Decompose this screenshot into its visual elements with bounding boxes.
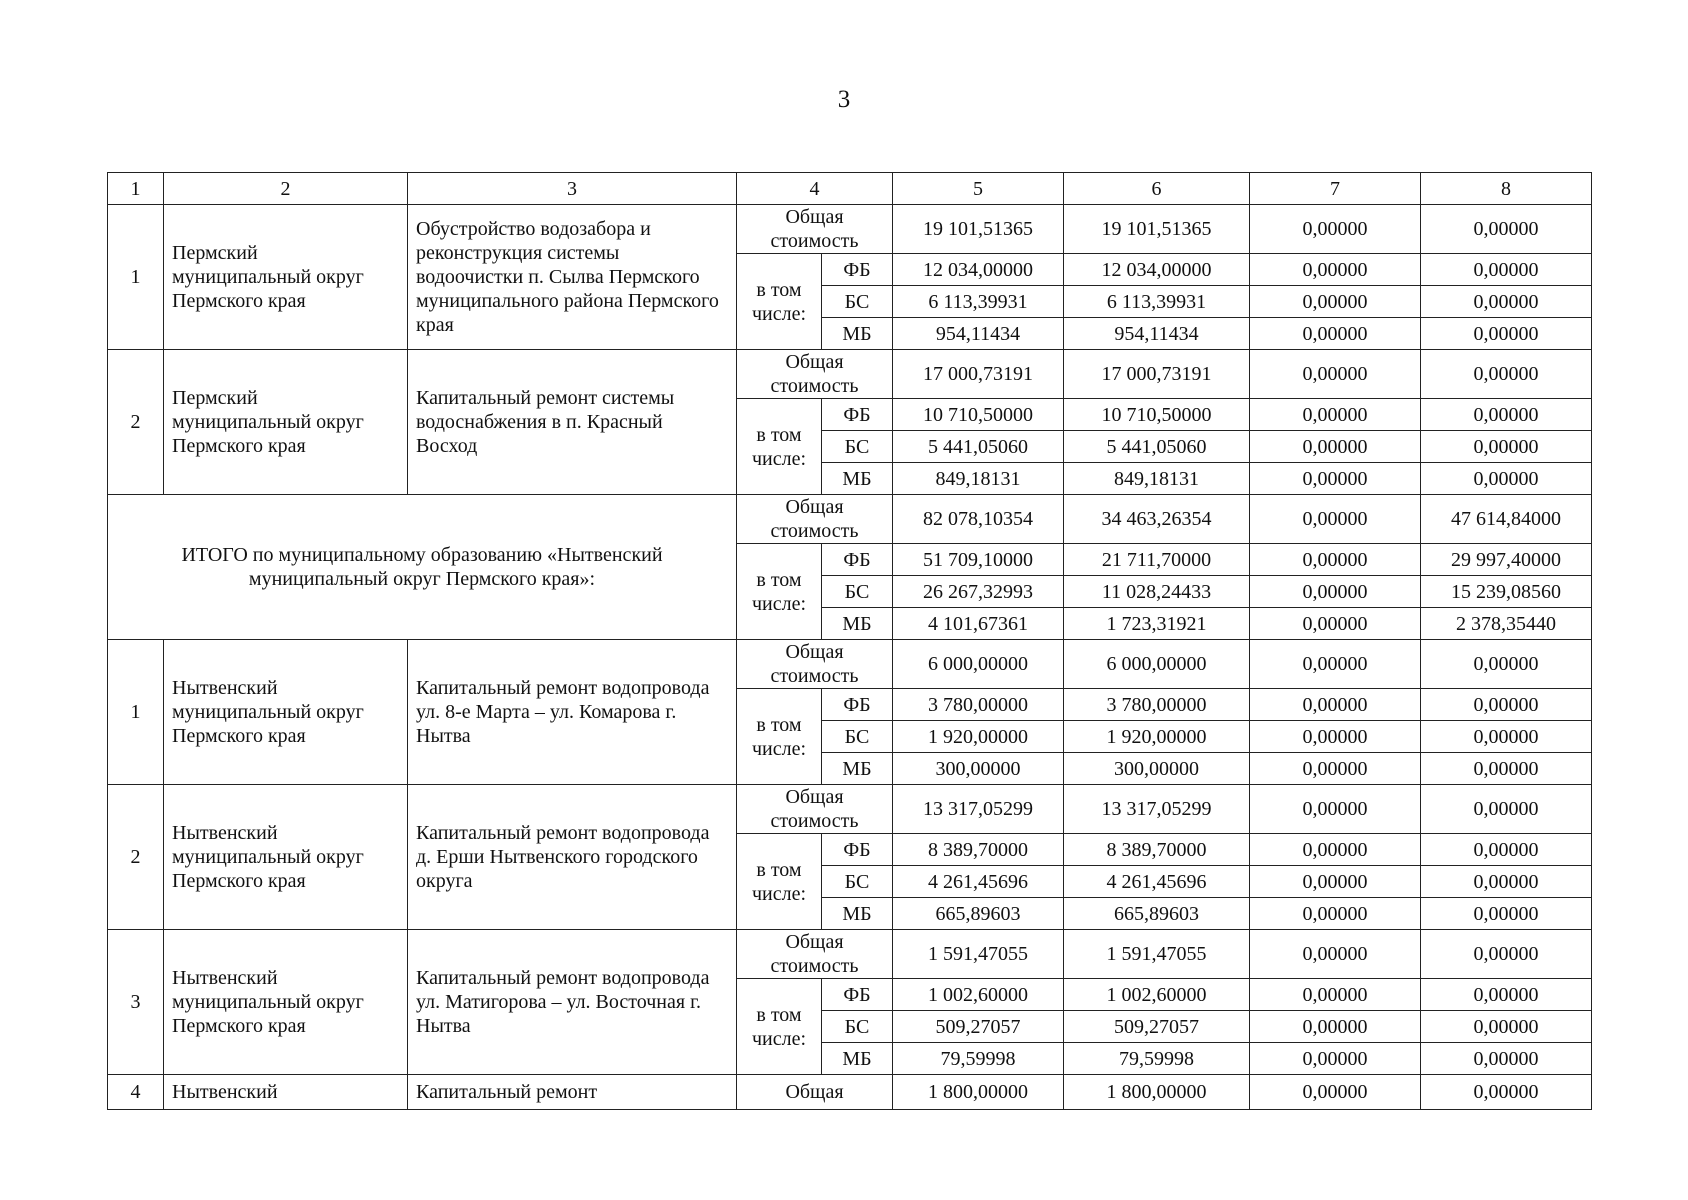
- column-header: 6: [1064, 173, 1250, 205]
- summary-total-row: [108, 495, 1592, 544]
- value-cell: 0,00000: [1421, 930, 1592, 979]
- value-cell: 0,00000: [1250, 721, 1421, 753]
- source-code: БС: [822, 1011, 893, 1043]
- municipality-cell: Нытвенский муниципальный округ Пермского края: [164, 930, 408, 1075]
- value-cell: 0,00000: [1421, 979, 1592, 1011]
- municipality-cell: Пермский муниципальный округ Пермского края: [164, 350, 408, 495]
- value-cell: 300,00000: [1064, 753, 1250, 785]
- value-cell: 0,00000: [1250, 1011, 1421, 1043]
- including-label: в том числе:: [737, 399, 822, 495]
- value-cell: 13 317,05299: [1064, 785, 1250, 834]
- item-total-row: [108, 640, 1592, 689]
- value-cell: 1 723,31921: [1064, 608, 1250, 640]
- value-cell: 0,00000: [1250, 898, 1421, 930]
- value-cell: 849,18131: [893, 463, 1064, 495]
- value-cell: 8 389,70000: [1064, 834, 1250, 866]
- row-number: 4: [108, 1075, 164, 1110]
- value-cell: 0,00000: [1421, 350, 1592, 399]
- value-cell: 8 389,70000: [893, 834, 1064, 866]
- value-cell: 13 317,05299: [893, 785, 1064, 834]
- column-header: 3: [408, 173, 737, 205]
- value-cell: 1 002,60000: [1064, 979, 1250, 1011]
- value-cell: 1 920,00000: [893, 721, 1064, 753]
- including-label: в том числе:: [737, 254, 822, 350]
- source-code: МБ: [822, 318, 893, 350]
- value-cell: 0,00000: [1421, 866, 1592, 898]
- value-cell: 0,00000: [1250, 576, 1421, 608]
- item-total-row: [108, 785, 1592, 834]
- source-code: ФБ: [822, 544, 893, 576]
- source-code: БС: [822, 431, 893, 463]
- value-cell: 19 101,51365: [893, 205, 1064, 254]
- source-code: БС: [822, 286, 893, 318]
- total-cost-label: Общая стоимость: [737, 205, 893, 254]
- value-cell: 0,00000: [1421, 834, 1592, 866]
- municipality-cell: Пермский муниципальный округ Пермского края: [164, 205, 408, 350]
- value-cell: 0,00000: [1250, 979, 1421, 1011]
- value-cell: 17 000,73191: [893, 350, 1064, 399]
- total-cost-label: Общая стоимость: [737, 350, 893, 399]
- source-code: ФБ: [822, 399, 893, 431]
- value-cell: 0,00000: [1250, 640, 1421, 689]
- source-code: БС: [822, 866, 893, 898]
- value-cell: 0,00000: [1250, 866, 1421, 898]
- value-cell: 1 002,60000: [893, 979, 1064, 1011]
- value-cell: 0,00000: [1250, 350, 1421, 399]
- column-header: 4: [737, 173, 893, 205]
- value-cell: 6 113,39931: [893, 286, 1064, 318]
- table-body: [108, 173, 1592, 1110]
- value-cell: 849,18131: [1064, 463, 1250, 495]
- value-cell: 82 078,10354: [893, 495, 1064, 544]
- description-cell: Капитальный ремонт системы водоснабжения в п. Красный Восход: [408, 350, 737, 495]
- value-cell: 0,00000: [1421, 431, 1592, 463]
- value-cell: 0,00000: [1421, 205, 1592, 254]
- value-cell: 0,00000: [1250, 689, 1421, 721]
- including-label: в том числе:: [737, 689, 822, 785]
- value-cell: 0,00000: [1421, 785, 1592, 834]
- source-code: МБ: [822, 463, 893, 495]
- value-cell: 1 591,47055: [893, 930, 1064, 979]
- value-cell: 10 710,50000: [1064, 399, 1250, 431]
- description-cell: Капитальный ремонт водопровода д. Ерши Нытвенского городского округа: [408, 785, 737, 930]
- value-cell: 17 000,73191: [1064, 350, 1250, 399]
- value-cell: 11 028,24433: [1064, 576, 1250, 608]
- column-header: 5: [893, 173, 1064, 205]
- row-number: 1: [108, 205, 164, 350]
- value-cell: 4 101,67361: [893, 608, 1064, 640]
- value-cell: 0,00000: [1250, 1075, 1421, 1110]
- including-label: в том числе:: [737, 544, 822, 640]
- value-cell: 3 780,00000: [1064, 689, 1250, 721]
- value-cell: 0,00000: [1421, 1011, 1592, 1043]
- summary-label: ИТОГО по муниципальному образованию «Нытвенский муниципальный округ Пермского края»:: [108, 495, 737, 640]
- value-cell: 0,00000: [1421, 689, 1592, 721]
- including-label: в том числе:: [737, 834, 822, 930]
- value-cell: 6 000,00000: [1064, 640, 1250, 689]
- including-label: в том числе:: [737, 979, 822, 1075]
- value-cell: 0,00000: [1250, 834, 1421, 866]
- row-number: 2: [108, 785, 164, 930]
- value-cell: 0,00000: [1421, 463, 1592, 495]
- value-cell: 0,00000: [1250, 431, 1421, 463]
- value-cell: 0,00000: [1250, 930, 1421, 979]
- item-total-row: [108, 350, 1592, 399]
- value-cell: 0,00000: [1250, 753, 1421, 785]
- value-cell: 26 267,32993: [893, 576, 1064, 608]
- value-cell: 0,00000: [1250, 254, 1421, 286]
- source-code: МБ: [822, 898, 893, 930]
- value-cell: 509,27057: [893, 1011, 1064, 1043]
- item-total-row: [108, 1075, 1592, 1110]
- value-cell: 1 800,00000: [893, 1075, 1064, 1110]
- value-cell: 0,00000: [1421, 286, 1592, 318]
- source-code: МБ: [822, 753, 893, 785]
- value-cell: 1 800,00000: [1064, 1075, 1250, 1110]
- value-cell: 51 709,10000: [893, 544, 1064, 576]
- total-cost-label: Общая: [737, 1075, 893, 1110]
- value-cell: 34 463,26354: [1064, 495, 1250, 544]
- value-cell: 0,00000: [1250, 205, 1421, 254]
- value-cell: 1 591,47055: [1064, 930, 1250, 979]
- description-cell: Капитальный ремонт водопровода ул. 8-е Марта – ул. Комарова г. Нытва: [408, 640, 737, 785]
- total-cost-label: Общая стоимость: [737, 495, 893, 544]
- value-cell: 954,11434: [893, 318, 1064, 350]
- municipality-cell: Нытвенский муниципальный округ Пермского края: [164, 640, 408, 785]
- value-cell: 0,00000: [1421, 753, 1592, 785]
- value-cell: 0,00000: [1250, 495, 1421, 544]
- value-cell: 300,00000: [893, 753, 1064, 785]
- row-number: 1: [108, 640, 164, 785]
- source-code: ФБ: [822, 834, 893, 866]
- value-cell: 5 441,05060: [1064, 431, 1250, 463]
- page-number: 3: [837, 86, 851, 113]
- value-cell: 6 000,00000: [893, 640, 1064, 689]
- column-header-row: [108, 173, 1592, 205]
- value-cell: 12 034,00000: [1064, 254, 1250, 286]
- row-number: 2: [108, 350, 164, 495]
- column-header: 8: [1421, 173, 1592, 205]
- municipality-cell: Нытвенский: [164, 1075, 408, 1110]
- value-cell: 0,00000: [1250, 544, 1421, 576]
- value-cell: 0,00000: [1421, 898, 1592, 930]
- column-header: 7: [1250, 173, 1421, 205]
- value-cell: 4 261,45696: [1064, 866, 1250, 898]
- source-code: БС: [822, 576, 893, 608]
- source-code: БС: [822, 721, 893, 753]
- value-cell: 0,00000: [1250, 286, 1421, 318]
- item-total-row: [108, 205, 1592, 254]
- funding-table: [107, 172, 1592, 1110]
- value-cell: 79,59998: [893, 1043, 1064, 1075]
- municipality-cell: Нытвенский муниципальный округ Пермского края: [164, 785, 408, 930]
- value-cell: 6 113,39931: [1064, 286, 1250, 318]
- value-cell: 665,89603: [1064, 898, 1250, 930]
- item-total-row: [108, 930, 1592, 979]
- value-cell: 509,27057: [1064, 1011, 1250, 1043]
- value-cell: 79,59998: [1064, 1043, 1250, 1075]
- value-cell: 47 614,84000: [1421, 495, 1592, 544]
- value-cell: 10 710,50000: [893, 399, 1064, 431]
- value-cell: 0,00000: [1421, 318, 1592, 350]
- description-cell: Обустройство водозабора и реконструкция системы водоочистки п. Сылва Пермского муниципального района Пермского края: [408, 205, 737, 350]
- row-number: 3: [108, 930, 164, 1075]
- value-cell: 12 034,00000: [893, 254, 1064, 286]
- description-cell: Капитальный ремонт: [408, 1075, 737, 1110]
- value-cell: 3 780,00000: [893, 689, 1064, 721]
- value-cell: 0,00000: [1250, 1043, 1421, 1075]
- value-cell: 29 997,40000: [1421, 544, 1592, 576]
- source-code: ФБ: [822, 254, 893, 286]
- value-cell: 2 378,35440: [1421, 608, 1592, 640]
- value-cell: 0,00000: [1250, 463, 1421, 495]
- value-cell: 0,00000: [1421, 399, 1592, 431]
- source-code: ФБ: [822, 689, 893, 721]
- column-header: 2: [164, 173, 408, 205]
- value-cell: 19 101,51365: [1064, 205, 1250, 254]
- total-cost-label: Общая стоимость: [737, 785, 893, 834]
- value-cell: 0,00000: [1421, 721, 1592, 753]
- value-cell: 0,00000: [1250, 318, 1421, 350]
- total-cost-label: Общая стоимость: [737, 930, 893, 979]
- value-cell: 0,00000: [1421, 1075, 1592, 1110]
- column-header: 1: [108, 173, 164, 205]
- value-cell: 0,00000: [1421, 640, 1592, 689]
- value-cell: 665,89603: [893, 898, 1064, 930]
- value-cell: 0,00000: [1421, 254, 1592, 286]
- value-cell: 0,00000: [1250, 399, 1421, 431]
- value-cell: 954,11434: [1064, 318, 1250, 350]
- value-cell: 1 920,00000: [1064, 721, 1250, 753]
- source-code: ФБ: [822, 979, 893, 1011]
- value-cell: 21 711,70000: [1064, 544, 1250, 576]
- total-cost-label: Общая стоимость: [737, 640, 893, 689]
- value-cell: 0,00000: [1250, 608, 1421, 640]
- value-cell: 15 239,08560: [1421, 576, 1592, 608]
- value-cell: 0,00000: [1421, 1043, 1592, 1075]
- value-cell: 0,00000: [1250, 785, 1421, 834]
- value-cell: 5 441,05060: [893, 431, 1064, 463]
- value-cell: 4 261,45696: [893, 866, 1064, 898]
- source-code: МБ: [822, 1043, 893, 1075]
- source-code: МБ: [822, 608, 893, 640]
- description-cell: Капитальный ремонт водопровода ул. Матигорова – ул. Восточная г. Нытва: [408, 930, 737, 1075]
